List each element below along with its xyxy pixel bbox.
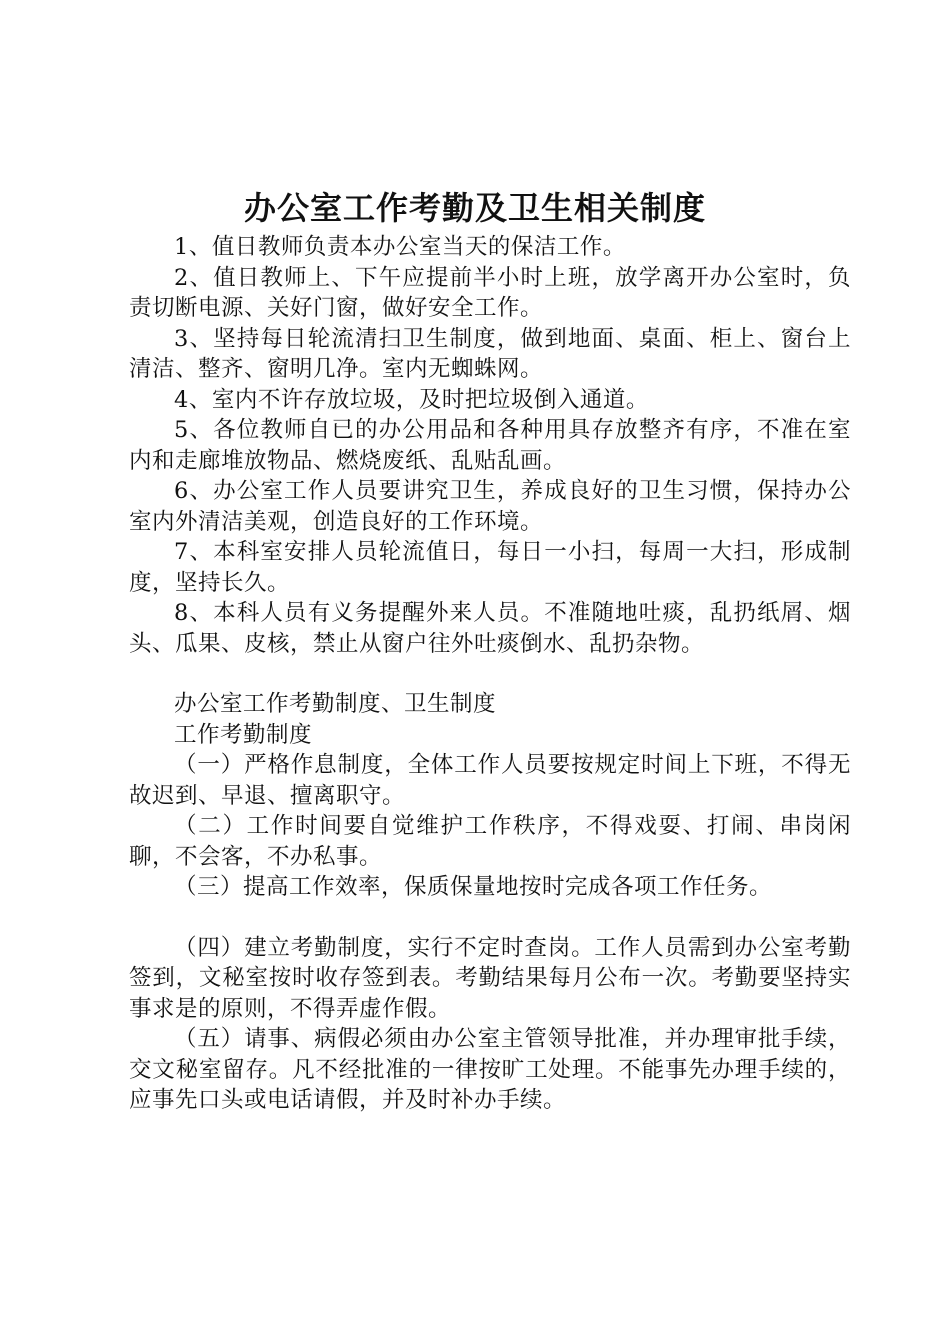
rule-paragraph-5: 5、各位教师自已的办公用品和各种用具存放整齐有序，不准在室内和走廊堆放物品、燃烧废纸、乱贴乱画。 bbox=[129, 417, 851, 474]
attendance-item-2: （二）工作时间要自觉维护工作秩序，不得戏耍、打闹、串岗闲聊，不会客，不办私事。 bbox=[129, 813, 851, 870]
paragraph-spacer bbox=[129, 659, 851, 689]
attendance-item-3: （三）提高工作效率，保质保量地按时完成各项工作任务。 bbox=[174, 874, 773, 900]
rule-paragraph-7: 7、本科室安排人员轮流值日，每日一小扫，每周一大扫，形成制度，坚持长久。 bbox=[129, 539, 851, 596]
rule-paragraph-6: 6、办公室工作人员要讲究卫生，养成良好的卫生习惯，保持办公室内外清洁美观，创造良好的工作环境。 bbox=[129, 478, 851, 535]
document-title: 办公室工作考勤及卫生相关制度 bbox=[243, 189, 706, 227]
section-heading: 办公室工作考勤制度、卫生制度 bbox=[174, 691, 497, 717]
attendance-item-5: （五）请事、病假必须由办公室主管领导批准，并办理审批手续，交文秘室留存。凡不经批准的一律按旷工处理。不能事先办理手续的，应事先口头或电话请假，并及时补办手续。 bbox=[129, 1026, 851, 1113]
subheading: 工作考勤制度 bbox=[174, 721, 313, 748]
rule-paragraph-1: 1、值日教师负责本办公室当天的保洁工作。 bbox=[174, 234, 626, 260]
paragraph-spacer bbox=[129, 903, 851, 933]
attendance-item-1: （一）严格作息制度，全体工作人员要按规定时间上下班，不得无故迟到、早退、擅离职守。 bbox=[129, 752, 851, 809]
rule-paragraph-8: 8、本科人员有义务提醒外来人员。不准随地吐痰，乱扔纸屑、烟头、瓜果、皮核，禁止从窗户往外吐痰倒水、乱扔杂物。 bbox=[129, 600, 851, 657]
document-body bbox=[129, 232, 851, 1116]
rule-paragraph-4: 4、室内不许存放垃圾，及时把垃圾倒入通道。 bbox=[174, 386, 649, 413]
rule-paragraph-2: 2、值日教师上、下午应提前半小时上班，放学离开办公室时，负责切断电源、关好门窗，做好安全工作。 bbox=[129, 264, 851, 321]
rule-paragraph-3: 3、坚持每日轮流清扫卫生制度，做到地面、桌面、柜上、窗台上清洁、整齐、窗明几净。室内无蜘蛛网。 bbox=[129, 325, 851, 382]
attendance-item-4: （四）建立考勤制度，实行不定时查岗。工作人员需到办公室考勤签到，文秘室按时收存签到表。考勤结果每月公布一次。考勤要坚持实事求是的原则，不得弄虚作假。 bbox=[129, 934, 851, 1022]
